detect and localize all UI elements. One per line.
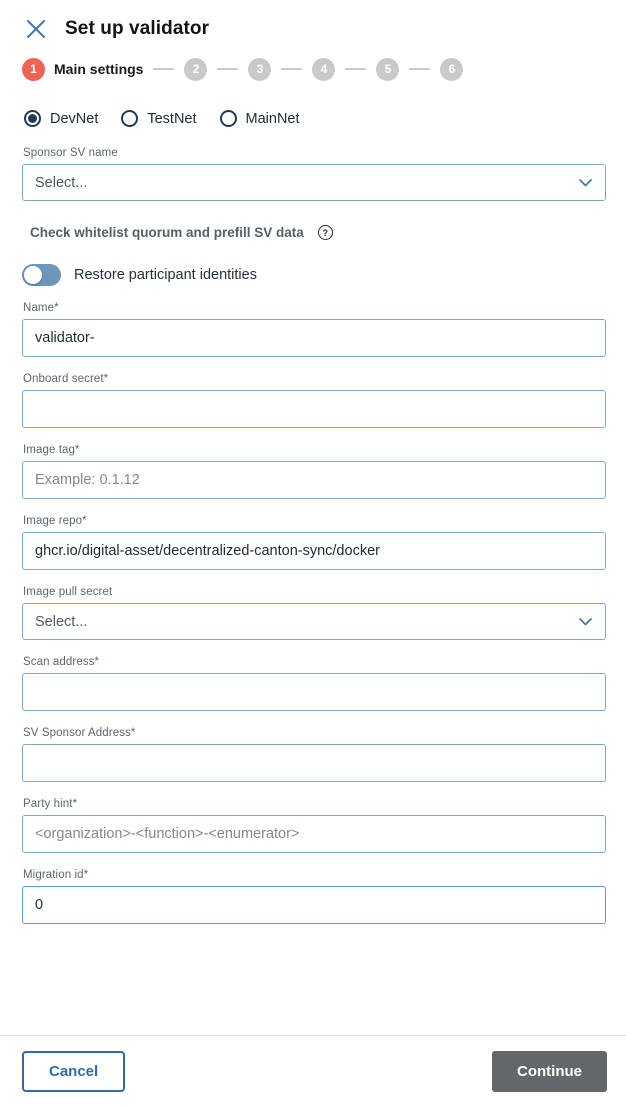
image-pull-secret-select[interactable] bbox=[22, 603, 606, 640]
radio-mainnet-label: MainNet bbox=[245, 110, 300, 127]
field-party-hint bbox=[22, 798, 606, 853]
migration-id-input[interactable] bbox=[22, 886, 606, 924]
stepper bbox=[22, 57, 626, 81]
radio-testnet[interactable] bbox=[121, 110, 196, 127]
step-6-circle: 6 bbox=[440, 58, 463, 81]
image-tag-label: Image tag* bbox=[23, 444, 80, 456]
scan-address-label: Scan address* bbox=[23, 656, 100, 668]
image-repo-input[interactable] bbox=[22, 532, 606, 570]
help-icon[interactable]: ? bbox=[318, 225, 333, 240]
dialog-header bbox=[0, 0, 626, 41]
check-whitelist-button[interactable]: Check whitelist quorum and prefill SV data bbox=[30, 225, 304, 240]
sv-sponsor-address-label: SV Sponsor Address* bbox=[23, 727, 136, 739]
scan-address-input[interactable] bbox=[22, 673, 606, 711]
image-repo-label: Image repo* bbox=[23, 515, 87, 527]
page-title: Set up validator bbox=[65, 18, 210, 39]
name-input[interactable] bbox=[22, 319, 606, 357]
step-connector bbox=[217, 68, 238, 70]
step-1-label: Main settings bbox=[54, 61, 144, 77]
toggle-knob bbox=[24, 266, 42, 284]
name-label: Name* bbox=[23, 302, 59, 314]
chevron-down-icon bbox=[579, 179, 592, 187]
party-hint-label: Party hint* bbox=[23, 798, 78, 810]
step-3-circle: 3 bbox=[248, 58, 271, 81]
step-connector bbox=[281, 68, 302, 70]
dialog-footer bbox=[0, 1035, 626, 1107]
whitelist-row bbox=[30, 225, 606, 240]
party-hint-input[interactable] bbox=[22, 815, 606, 853]
step-2-circle: 2 bbox=[184, 58, 207, 81]
restore-identities-label: Restore participant identities bbox=[74, 267, 257, 283]
image-pull-secret-label: Image pull secret bbox=[23, 586, 113, 598]
step-4-circle: 4 bbox=[312, 58, 335, 81]
field-scan-address bbox=[22, 656, 606, 711]
field-image-repo bbox=[22, 515, 606, 570]
onboard-secret-input[interactable] bbox=[22, 390, 606, 428]
field-image-tag bbox=[22, 444, 606, 499]
sponsor-sv-name-value: Select... bbox=[35, 174, 88, 191]
form-area bbox=[0, 147, 626, 924]
radio-mainnet[interactable] bbox=[220, 110, 300, 127]
field-onboard-secret bbox=[22, 373, 606, 428]
continue-button[interactable]: Continue bbox=[492, 1051, 607, 1092]
restore-identities-toggle[interactable] bbox=[22, 264, 61, 286]
migration-id-label: Migration id* bbox=[23, 869, 89, 881]
radio-mainnet-circle bbox=[220, 110, 237, 127]
sponsor-sv-name-label: Sponsor SV name bbox=[23, 147, 118, 159]
step-connector bbox=[345, 68, 366, 70]
radio-testnet-label: TestNet bbox=[147, 110, 197, 127]
field-sv-sponsor-address bbox=[22, 727, 606, 782]
image-tag-input[interactable] bbox=[22, 461, 606, 499]
radio-devnet-label: DevNet bbox=[50, 110, 99, 127]
field-sponsor-sv-name bbox=[22, 147, 606, 201]
field-migration-id bbox=[22, 869, 606, 924]
radio-devnet[interactable] bbox=[24, 110, 98, 127]
radio-testnet-circle bbox=[121, 110, 138, 127]
radio-devnet-circle bbox=[24, 110, 41, 127]
sponsor-sv-name-select[interactable] bbox=[22, 164, 606, 201]
image-pull-secret-value: Select... bbox=[35, 613, 88, 630]
sv-sponsor-address-input[interactable] bbox=[22, 744, 606, 782]
restore-toggle-row bbox=[22, 264, 606, 286]
network-radio-group bbox=[24, 110, 626, 127]
cancel-button[interactable]: Cancel bbox=[22, 1051, 125, 1092]
field-name bbox=[22, 302, 606, 357]
close-icon[interactable] bbox=[24, 17, 48, 41]
step-connector bbox=[153, 68, 174, 70]
onboard-secret-label: Onboard secret* bbox=[23, 373, 109, 385]
chevron-down-icon bbox=[579, 618, 592, 626]
step-1-circle: 1 bbox=[22, 58, 45, 81]
step-connector bbox=[409, 68, 430, 70]
step-5-circle: 5 bbox=[376, 58, 399, 81]
field-image-pull-secret bbox=[22, 586, 606, 640]
